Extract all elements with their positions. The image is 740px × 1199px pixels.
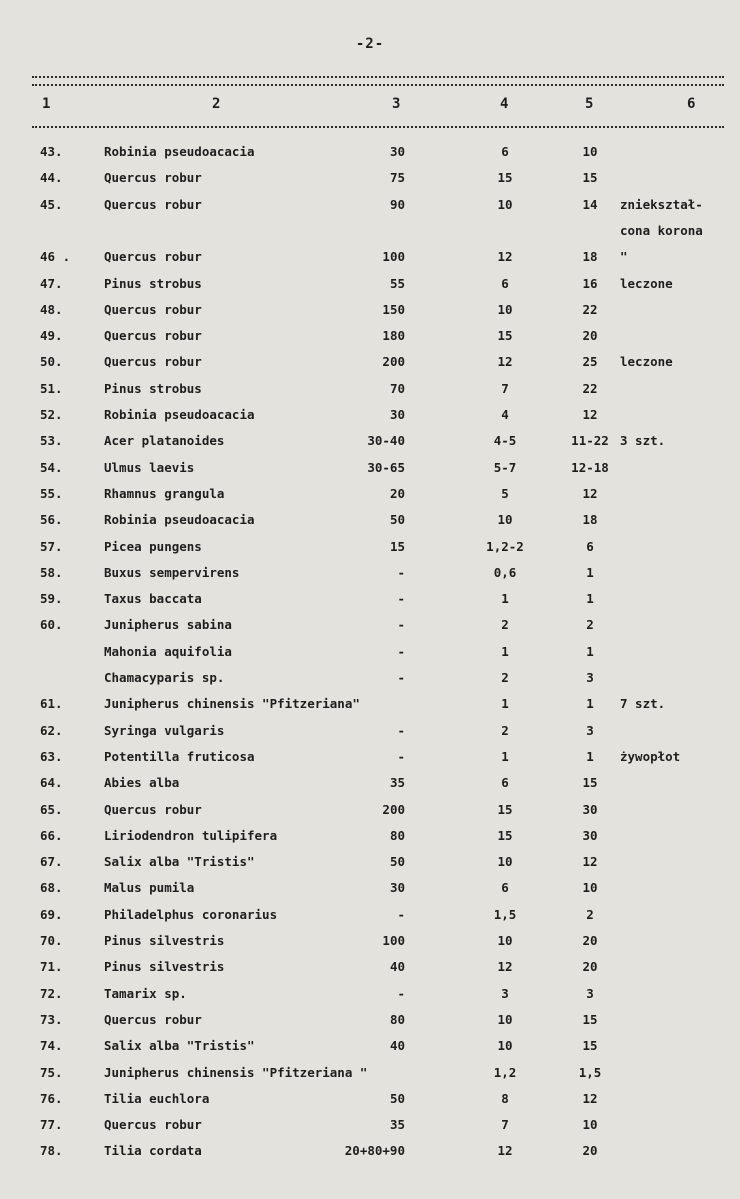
table-row xyxy=(0,696,740,722)
column-4-value: 10 xyxy=(497,301,513,317)
table-row xyxy=(0,512,740,538)
table-row xyxy=(0,460,740,486)
column-4-value: 1 xyxy=(501,696,509,712)
column-5-value: 2 xyxy=(586,617,594,633)
table-row xyxy=(0,354,740,380)
species-name: Rhamnus grangula xyxy=(104,485,225,501)
species-name: Quercus robur xyxy=(104,1011,202,1027)
column-4-value: 1,2 xyxy=(493,1064,517,1080)
species-name: Quercus robur xyxy=(104,301,202,317)
species-name: Philadelphus coronarius xyxy=(104,906,278,922)
table-row xyxy=(0,197,740,223)
table-row xyxy=(0,1143,740,1169)
column-5-value: 12-18 xyxy=(571,459,609,475)
column-4-value: 7 xyxy=(501,1117,509,1133)
remark: leczone xyxy=(620,275,673,291)
table-row xyxy=(0,170,740,196)
column-5-value: 2 xyxy=(586,906,594,922)
column-4-value: 12 xyxy=(497,354,513,370)
column-5-value: 15 xyxy=(582,1038,598,1054)
species-name: Quercus robur xyxy=(104,328,202,344)
table-row xyxy=(0,775,740,801)
column-3-value: 30 xyxy=(389,880,405,896)
column-4-value: 10 xyxy=(497,1038,513,1054)
column-5-value: 1 xyxy=(586,748,594,764)
column-5-value: 22 xyxy=(582,380,598,396)
species-name: Pinus strobus xyxy=(104,275,202,291)
column-4-value: 15 xyxy=(497,328,513,344)
column-4-value: 4-5 xyxy=(493,433,517,449)
column-5-value: 11-22 xyxy=(571,433,609,449)
column-5-value: 25 xyxy=(582,354,598,370)
table-row xyxy=(0,880,740,906)
row-number: 70. xyxy=(40,933,63,948)
table-row xyxy=(0,276,740,302)
column-3-value: 100 xyxy=(382,249,405,265)
column-5-value: 1 xyxy=(586,591,594,607)
species-name: Picea pungens xyxy=(104,538,202,554)
table-row xyxy=(0,644,740,670)
column-4-value: 12 xyxy=(497,249,513,265)
row-number: 48. xyxy=(40,301,63,317)
column-3-value: 70 xyxy=(389,380,405,396)
column-5-value: 22 xyxy=(582,301,598,317)
table-row xyxy=(0,933,740,959)
column-3-value: - xyxy=(397,906,405,922)
row-number: 58. xyxy=(40,564,63,580)
column-5-value: 3 xyxy=(586,985,594,1001)
table-row xyxy=(0,539,740,565)
remark: 3 szt. xyxy=(620,433,666,449)
column-5-value: 20 xyxy=(582,328,598,344)
remark: cona korona xyxy=(620,222,703,238)
row-number: 73. xyxy=(40,1011,63,1027)
species-name: Pinus silvestris xyxy=(104,959,225,975)
species-name: Syringa vulgaris xyxy=(104,722,225,738)
species-name: Robinia pseudoacacia xyxy=(104,512,255,528)
species-name: Liriodendron tulipifera xyxy=(104,827,278,843)
column-3-value: - xyxy=(397,722,405,738)
column-3-value: 200 xyxy=(382,354,405,370)
column-5-value: 1 xyxy=(586,564,594,580)
column-3-value: 100 xyxy=(382,933,405,948)
column-3-value: 35 xyxy=(389,775,405,791)
column-3-value: 30-40 xyxy=(367,433,405,449)
table-row xyxy=(0,1117,740,1143)
table-row xyxy=(0,591,740,617)
species-name: Acer platanoides xyxy=(104,433,225,449)
column-3-value: - xyxy=(397,670,405,685)
species-name: Quercus robur xyxy=(104,354,202,370)
species-name: Salix alba "Tristis" xyxy=(104,854,255,870)
column-5-value: 12 xyxy=(582,407,598,422)
species-name: Buxus sempervirens xyxy=(104,564,240,580)
table-row xyxy=(0,828,740,854)
column-3-value: 90 xyxy=(389,196,405,212)
column-4-value: 1 xyxy=(501,643,509,659)
row-number: 49. xyxy=(40,328,63,344)
species-name: Ulmus laevis xyxy=(104,459,195,475)
column-3-value: 80 xyxy=(389,827,405,843)
column-3-value: 180 xyxy=(382,328,405,344)
table-row xyxy=(0,565,740,591)
column-3-value: - xyxy=(397,643,405,659)
column-4-value: 6 xyxy=(501,880,509,896)
species-name: Pinus strobus xyxy=(104,380,202,396)
row-number: 51. xyxy=(40,380,63,396)
column-5-value: 1 xyxy=(586,696,594,712)
table-row xyxy=(0,302,740,328)
column-4-value: 10 xyxy=(497,512,513,528)
top-rule xyxy=(32,76,724,78)
column-3-value: 55 xyxy=(389,275,405,291)
table-row xyxy=(0,670,740,696)
species-name: Junipherus sabina xyxy=(104,617,232,633)
row-number: 72. xyxy=(40,985,63,1001)
species-name: Quercus robur xyxy=(104,170,202,186)
remark: żywopłot xyxy=(620,748,681,764)
species-name: Potentilla fruticosa xyxy=(104,748,255,764)
column-4-value: 6 xyxy=(501,275,509,291)
species-name: Abies alba xyxy=(104,775,180,791)
table-row xyxy=(0,986,740,1012)
column-4-value: 7 xyxy=(501,380,509,396)
column-4-value: 1 xyxy=(501,591,509,607)
species-name: Pinus silvestris xyxy=(104,933,225,948)
column-5-value: 20 xyxy=(582,1143,598,1159)
column-3-value: 80 xyxy=(389,1011,405,1027)
column-4-value: 15 xyxy=(497,170,513,186)
column-4-value: 1,2-2 xyxy=(486,538,524,554)
column-4-value: 5-7 xyxy=(493,459,517,475)
row-number: 68. xyxy=(40,880,63,896)
table-row xyxy=(0,486,740,512)
column-3-value: - xyxy=(397,985,405,1001)
table-row xyxy=(0,433,740,459)
table-row xyxy=(0,1065,740,1091)
column-4-value: 10 xyxy=(497,1011,513,1027)
column-3-value: 200 xyxy=(382,801,405,817)
column-3-value: 30-65 xyxy=(367,459,405,475)
row-number: 56. xyxy=(40,512,63,528)
column-4-value: 1 xyxy=(501,748,509,764)
row-number: 60. xyxy=(40,617,63,633)
table-row xyxy=(0,907,740,933)
column-5-value: 20 xyxy=(582,959,598,975)
table-row xyxy=(0,381,740,407)
column-4-value: 5 xyxy=(501,485,509,501)
column-5-value: 1,5 xyxy=(578,1064,602,1080)
column-4-value: 10 xyxy=(497,854,513,870)
table-row xyxy=(0,144,740,170)
column-5-value: 18 xyxy=(582,512,598,528)
column-5-value: 16 xyxy=(582,275,598,291)
species-name: Junipherus chinensis "Pfitzeriana " xyxy=(104,1064,368,1080)
column-5-value: 3 xyxy=(586,670,594,685)
row-number: 59. xyxy=(40,591,63,607)
row-number: 77. xyxy=(40,1117,63,1133)
table-row xyxy=(0,723,740,749)
species-name: Quercus robur xyxy=(104,801,202,817)
page-number: -2- xyxy=(355,36,385,52)
column-5-value: 12 xyxy=(582,854,598,870)
row-number: 55. xyxy=(40,485,63,501)
row-number: 52. xyxy=(40,407,63,422)
species-name: Quercus robur xyxy=(104,1117,202,1133)
species-name: Tilia euchlora xyxy=(104,1090,210,1106)
top-rule-2 xyxy=(32,84,724,86)
column-5-value: 10 xyxy=(582,1117,598,1133)
column-3-value: 35 xyxy=(389,1117,405,1133)
column-5-value: 12 xyxy=(582,1090,598,1106)
table-row xyxy=(0,223,740,249)
column-5-value: 15 xyxy=(582,170,598,186)
column-4-value: 15 xyxy=(497,827,513,843)
column-header-2: 2 xyxy=(212,96,221,112)
column-header-5: 5 xyxy=(585,96,594,112)
remark: 7 szt. xyxy=(620,696,666,712)
species-name: Salix alba "Tristis" xyxy=(104,1038,255,1054)
header-rule xyxy=(32,126,724,128)
table-row xyxy=(0,249,740,275)
row-number: 75. xyxy=(40,1064,63,1080)
species-name: Tilia cordata xyxy=(104,1143,202,1159)
table-row xyxy=(0,407,740,433)
species-name: Tamarix sp. xyxy=(104,985,187,1001)
species-name: Robinia pseudoacacia xyxy=(104,407,255,422)
row-number: 78. xyxy=(40,1143,63,1159)
table-row xyxy=(0,1091,740,1117)
species-name: Chamacyparis sp. xyxy=(104,670,225,685)
row-number: 61. xyxy=(40,696,63,712)
column-4-value: 2 xyxy=(501,617,509,633)
row-number: 76. xyxy=(40,1090,63,1106)
column-5-value: 10 xyxy=(582,144,598,159)
column-4-value: 2 xyxy=(501,670,509,685)
row-number: 47. xyxy=(40,275,63,291)
row-number: 71. xyxy=(40,959,63,975)
column-3-value: 20 xyxy=(389,485,405,501)
column-5-value: 6 xyxy=(586,538,594,554)
column-4-value: 2 xyxy=(501,722,509,738)
column-5-value: 15 xyxy=(582,775,598,791)
column-header-4: 4 xyxy=(500,96,509,112)
row-number: 69. xyxy=(40,906,63,922)
column-5-value: 20 xyxy=(582,933,598,948)
column-5-value: 3 xyxy=(586,722,594,738)
column-header-1: 1 xyxy=(42,96,51,112)
column-4-value: 1,5 xyxy=(493,906,517,922)
column-3-value: - xyxy=(397,748,405,764)
column-3-value: - xyxy=(397,591,405,607)
table-row xyxy=(0,617,740,643)
column-5-value: 1 xyxy=(586,643,594,659)
column-3-value: 50 xyxy=(389,512,405,528)
table-row xyxy=(0,959,740,985)
column-4-value: 15 xyxy=(497,801,513,817)
row-number: 65. xyxy=(40,801,63,817)
row-number: 44. xyxy=(40,170,63,186)
column-4-value: 10 xyxy=(497,933,513,948)
row-number: 74. xyxy=(40,1038,63,1054)
column-4-value: 12 xyxy=(497,1143,513,1159)
column-3-value: 40 xyxy=(389,1038,405,1054)
row-number: 46 . xyxy=(40,249,71,265)
column-4-value: 10 xyxy=(497,196,513,212)
column-3-value: - xyxy=(397,617,405,633)
column-3-value: 50 xyxy=(389,1090,405,1106)
column-5-value: 12 xyxy=(582,485,598,501)
column-3-value: 75 xyxy=(389,170,405,186)
row-number: 57. xyxy=(40,538,63,554)
column-3-value: 50 xyxy=(389,854,405,870)
column-3-value: 150 xyxy=(382,301,405,317)
remark: " xyxy=(620,249,628,265)
column-3-value: 30 xyxy=(389,407,405,422)
column-5-value: 30 xyxy=(582,801,598,817)
row-number: 54. xyxy=(40,459,63,475)
row-number: 62. xyxy=(40,722,63,738)
column-3-value: - xyxy=(397,564,405,580)
row-number: 64. xyxy=(40,775,63,791)
table-row xyxy=(0,802,740,828)
column-5-value: 30 xyxy=(582,827,598,843)
species-name: Taxus baccata xyxy=(104,591,202,607)
row-number: 50. xyxy=(40,354,63,370)
column-5-value: 15 xyxy=(582,1011,598,1027)
row-number: 53. xyxy=(40,433,63,449)
row-number: 45. xyxy=(40,196,63,212)
remark: zniekształ- xyxy=(620,196,703,212)
table-row xyxy=(0,749,740,775)
species-name: Robinia pseudoacacia xyxy=(104,144,255,159)
column-3-value: 30 xyxy=(389,144,405,159)
column-4-value: 6 xyxy=(501,775,509,791)
column-5-value: 18 xyxy=(582,249,598,265)
table-row xyxy=(0,854,740,880)
column-header-3: 3 xyxy=(392,96,401,112)
column-5-value: 10 xyxy=(582,880,598,896)
column-4-value: 0,6 xyxy=(493,564,517,580)
column-3-value: 15 xyxy=(389,538,405,554)
column-4-value: 8 xyxy=(501,1090,509,1106)
column-4-value: 4 xyxy=(501,407,509,422)
species-name: Malus pumila xyxy=(104,880,195,896)
column-5-value: 14 xyxy=(582,196,598,212)
species-name: Quercus robur xyxy=(104,249,202,265)
column-3-value: 40 xyxy=(389,959,405,975)
table-row xyxy=(0,1038,740,1064)
species-name: Mahonia aquifolia xyxy=(104,643,232,659)
column-header-6: 6 xyxy=(687,96,696,112)
row-number: 43. xyxy=(40,144,63,159)
row-number: 67. xyxy=(40,854,63,870)
table-row xyxy=(0,328,740,354)
row-number: 66. xyxy=(40,827,63,843)
table-row xyxy=(0,1012,740,1038)
column-4-value: 6 xyxy=(501,144,509,159)
species-name: Quercus robur xyxy=(104,196,202,212)
column-3-value: 20+80+90 xyxy=(344,1143,405,1159)
column-4-value: 3 xyxy=(501,985,509,1001)
remark: leczone xyxy=(620,354,673,370)
row-number: 63. xyxy=(40,748,63,764)
species-name: Junipherus chinensis "Pfitzeriana" xyxy=(104,696,360,712)
column-4-value: 12 xyxy=(497,959,513,975)
